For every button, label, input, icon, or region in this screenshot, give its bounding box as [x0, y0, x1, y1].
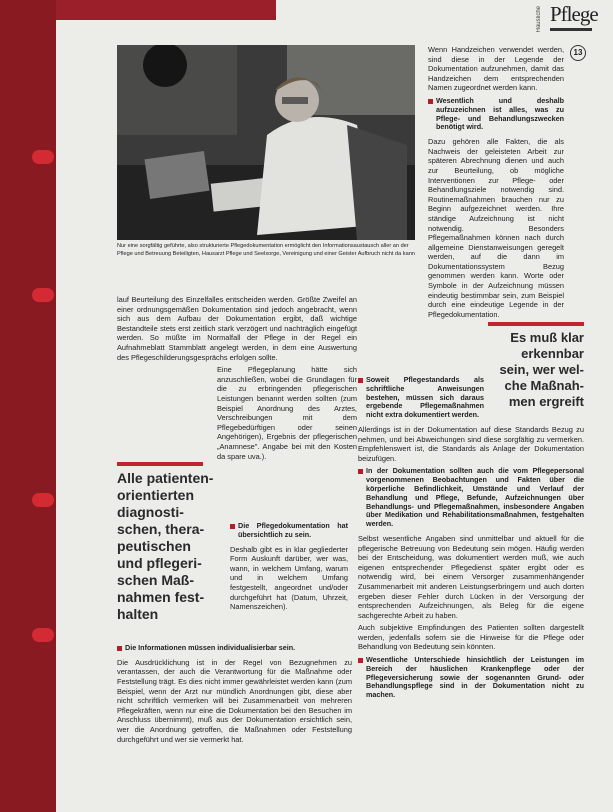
photo-caption: Nur eine sorgfältig geführte, also strukturierte Pflegedokumentation ermöglicht den Informationsaustausch aller an der Pflege und Betreuung Beteiligten, Hausarzt Pflege und Seelsorge, Vereinigung und einer Geister Aufbruch nicht da kann: [117, 243, 415, 258]
quote-line: und pflegeri-: [117, 555, 202, 571]
quote-line: Es muß klar: [510, 330, 584, 345]
quote-line: sein, wer wel-: [499, 362, 584, 377]
paragraph: lauf Beurteilung des Einzelfalles entscheiden werden. Größte Zweifel an einer ordnungsgemäßen Dokumentation sind jedoch angebracht, wenn sich aus dem Aufbau der Dokumentation ergibt, daß wichtige Bestandteile stets erst zeitlich stark verzögert und nachträglich eingefügt werden. So müßte im Normalfall der Pflege in der Regel ein Aufnahmeblatt Stammblatt angelegt werden, in dem eine Auswertung des Pflegeschilderungsgesprächs erfolgen sollte.: [117, 295, 357, 362]
column-right-top: [428, 45, 564, 322]
punch-hole: [32, 628, 54, 642]
paragraph: Wenn Handzeichen verwendet werden, sind diese in der Legende der Dokumentation aufzunehmen, damit das Handzeichen dem entsprechenden Namen zugeordnet werden kann.: [428, 45, 564, 93]
paragraph: Eine Pflegeplanung hätte sich anzuschließen, wobei die Grundlagen für die zu erbringenden pflegerischen Leistungen benannt werden sollten (zum Beispiel Anordnung des Arztes, Verschreibungen mit dem Pflegebedürftigen oder seinen Angehörigen), Ergebnis der pflegerischen „Anamnese". Angabe bei mit den Kosten da spare uva.).: [217, 365, 357, 461]
quote-bar: [117, 462, 203, 466]
column-right-mid: [358, 372, 584, 705]
punch-hole: [32, 493, 54, 507]
column-left-top: [117, 295, 357, 464]
page-number: 13: [570, 45, 586, 61]
quote-line: Alle patienten-: [117, 470, 214, 486]
lead-statement: Wesentlich und deshalb aufzuzeichnen ist alles, was zu Pflege- und Behandlungszwecken benötigt wird.: [428, 97, 564, 132]
quote-line: schen, thera-: [117, 521, 205, 537]
quote-line: peutischen: [117, 538, 191, 554]
quote-line: orientierten: [117, 487, 195, 503]
quote-line: erkennbar: [521, 346, 584, 361]
pull-quote-left: [117, 470, 217, 623]
binder-strip: [0, 0, 56, 812]
paragraph: Dazu gehören alle Fakten, die als Nachweis der geleisteten Arbeit zur späteren Abrechnung dienen und auch zur Beurteilung, ob mögliche Interventionen zur Pflege- oder Behandlungsziele notwendig sind. Routinemaßnahmen brauchen nur zu Beginn aufgezeichnet werden. Ihre ständige Aufzeichnung ist nicht notwendig. Besonders Pflegemaßnahmen können nach durch allgemeine Dienstanweisungen geregelt werden, auf die dann im Dokumentationssystem Bezug genommen werden kann. Worte oder Symbole in der Aufzeichnung müssen eindeutig bestimmbar sein, zum Beispiel durch eine eindeutige Legende in der Pflegedokumentation.: [428, 137, 564, 319]
column-left-bottom: [117, 640, 352, 747]
paragraph: Die Ausdrücklichung ist in der Regel von Bezugnehmen zu verantassen, der auch die Verantwortung für die Maßnahme oder Feststellung trägt. Es dies nicht immer gewährleistet werden kann (zum Beispiel, wenn der Arzt nur mündlich Anordnungen gibt, diese aber nicht schriftlich vermerken will bei Zusammenarbeit von mehreren Pflegekräften, wenn nur eine die Dokumentation bei den Besuchen im Anschluss übernimmt), muß aus der Dokumentation ersichtlich sein, wer die Anordnung getroffen, die Maßnahmen oder Feststellung durchgeführt und wer sie vermerkt hat.: [117, 657, 352, 744]
paragraph: Deshalb gibt es in klar gegliederter Form Auskunft darüber, wer was, wann, in welchem Umfang, warum und in welchem Umfang festgestellt, angeordnet und/oder durchgeführt hat (Datum, Uhrzeit, Namenszeichen).: [230, 544, 348, 612]
lead-statement: Die Informationen müssen individualisierbar sein.: [117, 644, 352, 653]
punch-hole: [32, 150, 54, 164]
logo-side-text: Häusliche: [536, 6, 542, 33]
paragraph: Auch subjektive Empfindungen des Patienten sollten dargestellt werden, jedenfalls sofern sie die Hinweise für die Pflege oder Behandlung von Bedeutung sein könnten.: [358, 623, 584, 652]
paragraph: Selbst wesentliche Angaben sind unmittelbar und aktuell für die pflegerische Betreuung von Bedeutung sein mögen. Häufig werden bei der Entscheidung, was dokumentiert werden muß, wie auch eigenen entsprechender Pflegedienst später ergibt oder es notwendig wird, bei einem Versorger zusammenhängender Zusammenarbeit mit anderen Leistungserbringern und auch dorten ergeben dieser Fehler durch Lücken in der Versorgung der entsprechenden Aufzeichnungen, als Beleg für die eigene sachgerechte Arbeit zu haben.: [358, 533, 584, 620]
lead-statement: Wesentliche Unterschiede hinsichtlich der Leistungen im Bereich der häuslichen Krankenpflege oder der Pflegeversicherung sowie der sogenannten Grund- oder Behandlungspflege sind in der Dokumentation nicht zu machen.: [358, 656, 584, 700]
punch-hole: [32, 288, 54, 302]
paragraph: Allerdings ist in der Dokumentation auf diese Standards Bezug zu nehmen, und bei Abweichungen sind diese sorgfältig zu vermerken. Empfehlenswert ist, die Standards als Anlage der Dokumentation beizufügen.: [358, 424, 584, 463]
quote-line: nahmen fest-: [117, 589, 205, 605]
quote-bar: [488, 322, 584, 326]
magazine-logo: [536, 2, 598, 33]
quote-line: diagnosti-: [117, 504, 184, 520]
photo-illustration: [117, 45, 415, 240]
lead-statement: In der Dokumentation sollten auch die vom Pflegepersonal vorgenommenen Beobachtungen und Fakten über die körperliche Befindlichkeit, Umstände und Verlauf der Behandlung und Pflege, Befunde, Aufzeichnungen über Behandlungs- und Pflegemaßnahmen, insbesondere Angaben über Medikation und Rehabilitationsmaßnahmen, festgehalten werden.: [358, 467, 584, 529]
quote-line: schen Maß-: [117, 572, 195, 588]
article-photo: [117, 45, 415, 240]
column-left-mid: [230, 518, 348, 615]
lead-statement: Soweit Pflegestandards als schriftliche Anweisungen bestehen, müssen sich daraus ergebende Pflegemaßnahmen nicht extra dokumentiert werden.: [358, 376, 484, 420]
quote-line: men ergreift: [508, 394, 584, 409]
logo-word: Pflege: [550, 2, 598, 26]
quote-line: che Maßnah-: [504, 378, 584, 393]
logo-underline: [550, 28, 592, 31]
quote-line: halten: [117, 606, 159, 622]
lead-statement: Die Pflegedokumentation hat übersichtlich zu sein.: [230, 522, 348, 540]
header-bar: [56, 0, 276, 20]
